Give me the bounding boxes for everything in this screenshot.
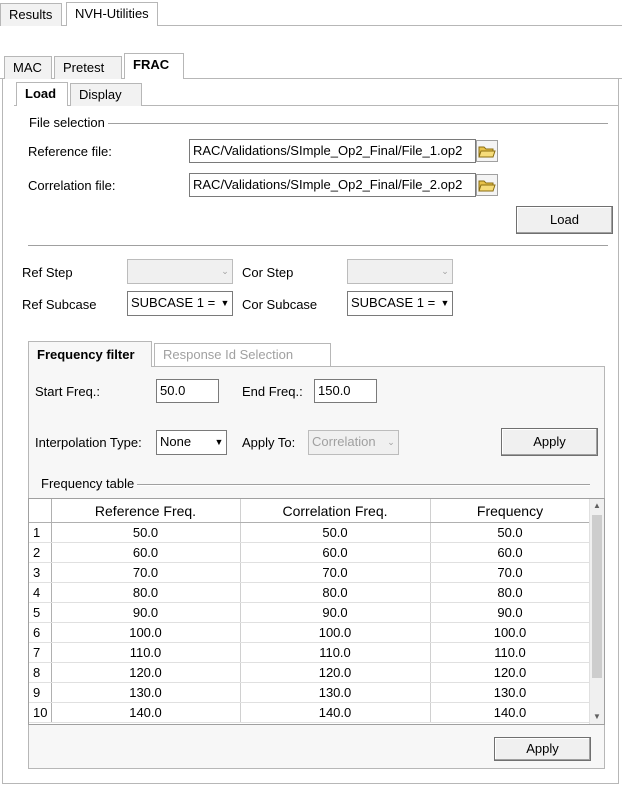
table-cell[interactable]: 140.0 bbox=[51, 703, 240, 723]
table-cell[interactable]: 120.0 bbox=[51, 663, 240, 683]
column-header[interactable]: Reference Freq. bbox=[51, 499, 240, 523]
tab-response-id-selection[interactable]: Response Id Selection bbox=[154, 343, 331, 366]
ref-subcase-select[interactable] bbox=[127, 291, 233, 316]
frequency-table-frame bbox=[28, 498, 605, 725]
table-row[interactable] bbox=[29, 623, 590, 643]
table-cell[interactable]: 60.0 bbox=[430, 543, 590, 563]
table-cell[interactable]: 70.0 bbox=[240, 563, 430, 583]
correlation-file-label: Correlation file: bbox=[28, 178, 116, 193]
table-cell[interactable]: 60.0 bbox=[240, 543, 430, 563]
cor-step-select[interactable] bbox=[347, 259, 453, 284]
start-freq-input[interactable]: 50.0 bbox=[156, 379, 219, 403]
frequency-table bbox=[29, 499, 591, 723]
table-scrollbar[interactable] bbox=[589, 499, 604, 724]
table-row[interactable] bbox=[29, 523, 590, 543]
chevron-down-icon: ⌄ bbox=[441, 266, 449, 276]
table-cell[interactable]: 50.0 bbox=[240, 523, 430, 543]
folder-open-icon bbox=[477, 175, 497, 195]
end-freq-label: End Freq.: bbox=[242, 384, 303, 399]
table-cell[interactable]: 80.0 bbox=[240, 583, 430, 603]
folder-open-icon bbox=[477, 141, 497, 161]
table-cell[interactable]: 110.0 bbox=[240, 643, 430, 663]
table-cell[interactable]: 120.0 bbox=[430, 663, 590, 683]
table-cell[interactable]: 100.0 bbox=[51, 623, 240, 643]
correlation-file-input[interactable]: RAC/Validations/SImple_Op2_Final/File_2.op2 bbox=[189, 173, 476, 197]
row-index: 7 bbox=[29, 643, 51, 663]
ref-step-label: Ref Step bbox=[22, 265, 73, 280]
table-cell[interactable]: 90.0 bbox=[51, 603, 240, 623]
ref-step-select[interactable] bbox=[127, 259, 233, 284]
table-row[interactable] bbox=[29, 563, 590, 583]
end-freq-input[interactable]: 150.0 bbox=[314, 379, 377, 403]
table-cell[interactable]: 70.0 bbox=[430, 563, 590, 583]
row-index: 1 bbox=[29, 523, 51, 543]
row-index: 5 bbox=[29, 603, 51, 623]
tab-nvh-utilities[interactable]: NVH-Utilities bbox=[66, 2, 158, 26]
reference-file-label: Reference file: bbox=[28, 144, 112, 159]
cor-subcase-value: SUBCASE 1 = bbox=[351, 295, 436, 310]
reference-file-input[interactable]: RAC/Validations/SImple_Op2_Final/File_1.op2 bbox=[189, 139, 476, 163]
table-cell[interactable]: 70.0 bbox=[51, 563, 240, 583]
row-index: 4 bbox=[29, 583, 51, 603]
row-index: 6 bbox=[29, 623, 51, 643]
apply-to-value: Correlation bbox=[312, 434, 376, 449]
tab-frac[interactable]: FRAC bbox=[124, 53, 184, 79]
table-cell[interactable]: 90.0 bbox=[430, 603, 590, 623]
chevron-down-icon: ⌄ bbox=[221, 266, 229, 276]
interpolation-type-label: Interpolation Type: bbox=[35, 435, 142, 450]
table-row[interactable] bbox=[29, 703, 590, 723]
table-cell[interactable]: 90.0 bbox=[240, 603, 430, 623]
chevron-down-icon: ⌄ bbox=[387, 437, 395, 447]
table-row[interactable] bbox=[29, 663, 590, 683]
table-row[interactable] bbox=[29, 643, 590, 663]
interpolation-type-select[interactable] bbox=[156, 430, 227, 455]
caret-down-icon: ▼ bbox=[214, 437, 224, 447]
table-row[interactable] bbox=[29, 683, 590, 703]
table-cell[interactable]: 110.0 bbox=[430, 643, 590, 663]
cor-step-label: Cor Step bbox=[242, 265, 294, 280]
reference-browse-button[interactable] bbox=[476, 140, 498, 162]
ref-subcase-label: Ref Subcase bbox=[22, 297, 97, 312]
table-cell[interactable]: 130.0 bbox=[430, 683, 590, 703]
table-cell[interactable]: 80.0 bbox=[51, 583, 240, 603]
table-cell[interactable]: 100.0 bbox=[430, 623, 590, 643]
table-cell[interactable]: 50.0 bbox=[430, 523, 590, 543]
table-cell[interactable]: 110.0 bbox=[51, 643, 240, 663]
table-cell[interactable]: 130.0 bbox=[51, 683, 240, 703]
table-row[interactable] bbox=[29, 583, 590, 603]
start-freq-label: Start Freq.: bbox=[35, 384, 101, 399]
file-selection-divider bbox=[28, 123, 608, 125]
table-cell[interactable]: 140.0 bbox=[430, 703, 590, 723]
tab-mac[interactable]: MAC bbox=[4, 56, 52, 79]
table-cell[interactable]: 130.0 bbox=[240, 683, 430, 703]
table-row[interactable] bbox=[29, 543, 590, 563]
scroll-thumb[interactable] bbox=[592, 515, 602, 678]
cor-subcase-select[interactable] bbox=[347, 291, 453, 316]
table-cell[interactable]: 50.0 bbox=[51, 523, 240, 543]
interpolation-type-value: None bbox=[160, 434, 192, 449]
correlation-browse-button[interactable] bbox=[476, 174, 498, 196]
tab-frequency-filter[interactable]: Frequency filter bbox=[28, 341, 152, 367]
tab-pretest[interactable]: Pretest bbox=[54, 56, 122, 79]
cor-subcase-label: Cor Subcase bbox=[242, 297, 318, 312]
frequency-table-title: Frequency table bbox=[38, 476, 137, 491]
caret-down-icon: ▼ bbox=[220, 298, 230, 308]
table-cell[interactable]: 100.0 bbox=[240, 623, 430, 643]
section-divider bbox=[28, 245, 608, 247]
file-selection-title: File selection bbox=[26, 115, 108, 130]
row-index: 8 bbox=[29, 663, 51, 683]
load-button[interactable]: Load bbox=[516, 206, 613, 234]
scroll-down-icon[interactable]: ▼ bbox=[593, 712, 601, 721]
tab-load[interactable]: Load bbox=[16, 82, 68, 106]
scroll-up-icon[interactable]: ▲ bbox=[593, 501, 601, 510]
tab-display[interactable]: Display bbox=[70, 83, 142, 106]
tab-results[interactable]: Results bbox=[0, 3, 62, 26]
table-cell[interactable]: 80.0 bbox=[430, 583, 590, 603]
table-cell[interactable]: 60.0 bbox=[51, 543, 240, 563]
table-header-row bbox=[29, 499, 590, 523]
ref-subcase-value: SUBCASE 1 = bbox=[131, 295, 216, 310]
row-index: 3 bbox=[29, 563, 51, 583]
table-cell[interactable]: 140.0 bbox=[240, 703, 430, 723]
table-apply-button[interactable]: Apply bbox=[494, 737, 591, 761]
row-index: 9 bbox=[29, 683, 51, 703]
caret-down-icon: ▼ bbox=[440, 298, 450, 308]
filter-apply-button[interactable]: Apply bbox=[501, 428, 598, 456]
apply-to-select[interactable] bbox=[308, 430, 399, 455]
table-row[interactable] bbox=[29, 603, 590, 623]
apply-to-label: Apply To: bbox=[242, 435, 296, 450]
row-index-header bbox=[29, 499, 51, 523]
column-header[interactable]: Frequency bbox=[430, 499, 590, 523]
table-cell[interactable]: 120.0 bbox=[240, 663, 430, 683]
row-index: 2 bbox=[29, 543, 51, 563]
column-header[interactable]: Correlation Freq. bbox=[240, 499, 430, 523]
row-index: 10 bbox=[29, 703, 51, 723]
